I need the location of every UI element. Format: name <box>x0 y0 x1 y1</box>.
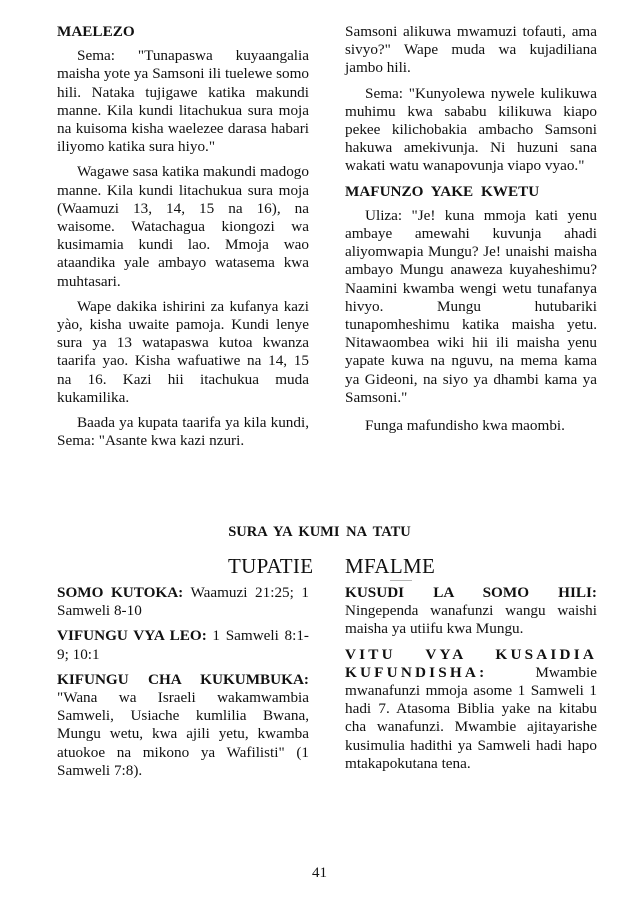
field-label: KUSUDI LA SOMO HILI: <box>345 584 597 601</box>
field-value: 1 Samweli 8:1-9; 10:1 <box>57 627 309 663</box>
paragraph: Wape dakika ishirini za kufanya kazi yào, kisha uwaite pamoja. Kundi lenye sura ya 13 watapaswa kutoa kwanza taarifa yao. Kisha wafuatiwe na 14, 15 na 16. Kazi hii itachukua muda kukamilika. <box>57 297 309 406</box>
field-label: VITU VYA KUSAIDIA KUFUNDISHA: <box>345 645 597 681</box>
memory-verse <box>57 671 309 780</box>
paragraph: Samsoni alikuwa mwamuzi tofauti, ama sivyo?" Wape muda wa kujadiliana jambo hili. <box>345 23 597 77</box>
teaching-aids <box>345 646 597 773</box>
paragraph: Sema: "Tunapaswa kuyaangalia maisha yote ya Samsoni ili tuelewe somo hili. Nataka tujigawe katika makundi manne. Kila kundi litachukua sura moja na kuisoma kisha waelezee darasa habari iliyomo katika sura hiyo." <box>57 47 309 156</box>
scan-artifact <box>390 580 412 581</box>
field-value: "Wana wa Israeli wakamwambia Samweli, Usiache kumlilia Bwana, Mungu wetu, kwa ajili yetu, kwamba atuokoe na mikono ya Wafilisti" (1 Samweli 7:8). <box>57 689 309 779</box>
field-label: VIFUNGU VYA LEO: <box>57 627 207 645</box>
section-heading-maelezo: MAELEZO <box>57 23 135 40</box>
chapter-title-left: TUPATIE <box>228 554 314 578</box>
field-label: SOMO KUTOKA: <box>57 584 184 601</box>
chapter-title-right: MFALME <box>345 554 436 578</box>
column-bottom-right <box>345 584 597 780</box>
chapter-label: SURA YA KUMI NA TATU <box>228 524 411 540</box>
paragraph: Funga mafundisho kwa maombi. <box>365 417 565 435</box>
column-top-left <box>57 23 309 457</box>
column-bottom-left <box>57 584 309 787</box>
field-label: KIFUNGU CHA KUKUMBUKA: <box>57 670 309 688</box>
lesson-aim <box>345 584 597 639</box>
paragraph: Sema: "Kunyolewa nywele kulikuwa muhimu kwa sababu kilikuwa kiapo pekee kilichobakia ambacho Samsoni hakuwa amekivunja. Ni huzuni sana wakati watu wanapovunja viapo vyao." <box>345 84 597 175</box>
field-value: Mwambie mwanafunzi mmoja asome 1 Samweli 1 hadi 7. Atasoma Biblia yake na kitabu cha wanafunzi. Mwambie ajitayarishe kusimulia hadithi ya Samweli hadi hapo mtakapokutana tena. <box>345 663 597 772</box>
field-value: Ningependa wanafunzi wangu waishi maisha ya utiifu kwa Mungu. <box>345 602 597 638</box>
field-value: Waamuzi 21:25; 1 Samweli 8-10 <box>57 584 309 620</box>
paragraph: Wagawe sasa katika makundi madogo manne. Kila kundi litachukua sura moja (Waamuzi 13, 14, 15 na 16), na waisome. Watachagua kiongozi wa kusimamia kundi lao. Mmoja wao ataandika yale ambayo watasema kwa muhtasari. <box>57 163 309 290</box>
lesson-source <box>57 584 309 620</box>
page-number: 41 <box>312 865 327 881</box>
paragraph: Uliza: "Je! kuna mmoja kati yenu ambaye amewahi kuvunja ahadi aliyomwapia Mungu? Je! unaishi maisha ambayo Mungu anaweza kuyaheshimu? Naamini kwamba wengi wetu tunafanya hivyo. Mungu hutubariki tunapomheshimu katika maisha yetu. Nitawaombea wiki hii ili maisha yenu yapate kuwa na nguvu, na mema kama ya Gideoni, na siyo ya dhambi kama ya Samsoni." <box>345 206 597 406</box>
column-top-right <box>345 23 597 442</box>
lesson-verses <box>57 627 309 663</box>
paragraph: Baada ya kupata taarifa ya kila kundi, Sema: "Asante kwa kazi nzuri. <box>57 414 309 450</box>
section-heading-mafunzo: MAFUNZO YAKE KWETU <box>345 182 540 200</box>
